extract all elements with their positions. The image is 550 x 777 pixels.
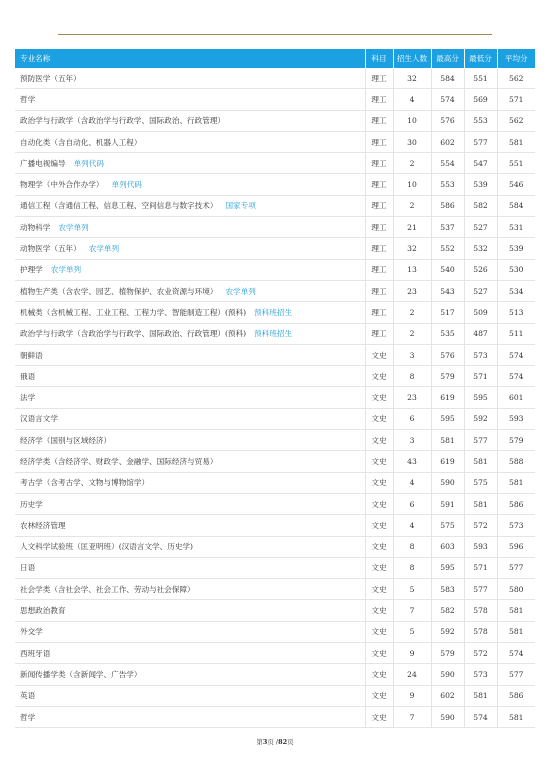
avg-score-cell: 571 [497, 89, 535, 110]
major-cell [15, 366, 365, 387]
major-name: 植物生产类（含农学、园艺、植物保护、农业资源与环境） [20, 286, 218, 296]
major-name: 新闻传播学类（含新闻学、广告学） [20, 669, 142, 679]
col-header-max-score: 最高分 [431, 49, 464, 68]
min-score-cell: 547 [464, 153, 497, 174]
col-header-min-score: 最低分 [464, 49, 497, 68]
subject-cell: 文史 [365, 600, 393, 621]
major-name: 护理学 [20, 265, 43, 275]
major-name: 政治学与行政学（含政治学与行政学、国际政治、行政管理） [20, 116, 226, 126]
table-row [15, 493, 535, 514]
enrollment-cell: 24 [393, 664, 431, 685]
avg-score-cell: 596 [497, 536, 535, 557]
min-score-cell: 527 [464, 217, 497, 238]
min-score-cell: 582 [464, 195, 497, 216]
avg-score-cell: 574 [497, 366, 535, 387]
major-cell [15, 387, 365, 408]
min-score-cell: 509 [464, 302, 497, 323]
max-score-cell: 590 [431, 706, 464, 727]
min-score-cell: 581 [464, 451, 497, 472]
enrollment-cell: 8 [393, 557, 431, 578]
major-name: 经济学（国别与区域经济） [20, 435, 112, 445]
subject-cell: 理工 [365, 110, 393, 131]
max-score-cell: 576 [431, 110, 464, 131]
min-score-cell: 571 [464, 557, 497, 578]
major-name: 外交学 [20, 627, 43, 637]
min-score-cell: 577 [464, 131, 497, 152]
enrollment-cell: 8 [393, 366, 431, 387]
avg-score-cell: 539 [497, 238, 535, 259]
subject-cell: 理工 [365, 217, 393, 238]
table-row [15, 302, 535, 323]
major-name: 汉语言文学 [20, 414, 58, 424]
page-footer [0, 737, 550, 746]
subject-cell: 文史 [365, 643, 393, 664]
table-row [15, 430, 535, 451]
enrollment-cell: 7 [393, 706, 431, 727]
max-score-cell: 579 [431, 366, 464, 387]
table-row [15, 536, 535, 557]
max-score-cell: 595 [431, 557, 464, 578]
subject-cell: 理工 [365, 302, 393, 323]
min-score-cell: 595 [464, 387, 497, 408]
max-score-cell: 603 [431, 536, 464, 557]
min-score-cell: 532 [464, 238, 497, 259]
major-cell [15, 451, 365, 472]
subject-cell: 文史 [365, 451, 393, 472]
min-score-cell: 574 [464, 706, 497, 727]
min-score-cell: 526 [464, 259, 497, 280]
major-cell [15, 323, 365, 344]
avg-score-cell: 581 [497, 600, 535, 621]
table-row [15, 472, 535, 493]
avg-score-cell: 586 [497, 493, 535, 514]
major-tag: 单列代码 [111, 180, 142, 190]
col-header-major: 专业名称 [15, 49, 365, 68]
avg-score-cell: 586 [497, 685, 535, 706]
table-row [15, 344, 535, 365]
major-cell [15, 472, 365, 493]
table-row [15, 259, 535, 280]
subject-cell: 文史 [365, 664, 393, 685]
avg-score-cell: 581 [497, 621, 535, 642]
enrollment-cell: 43 [393, 451, 431, 472]
major-name: 思想政治教育 [20, 606, 66, 616]
major-cell [15, 153, 365, 174]
major-tag: 农学单列 [58, 222, 89, 232]
max-score-cell: 619 [431, 451, 464, 472]
avg-score-cell: 581 [497, 472, 535, 493]
major-name: 自动化类（含自动化、机器人工程） [20, 137, 142, 147]
subject-cell: 理工 [365, 153, 393, 174]
table-row [15, 131, 535, 152]
major-name: 社会学类（含社会学、社会工作、劳动与社会保障） [20, 584, 195, 594]
subject-cell: 理工 [365, 238, 393, 259]
enrollment-cell: 4 [393, 89, 431, 110]
enrollment-cell: 2 [393, 195, 431, 216]
major-name: 历史学 [20, 499, 43, 509]
subject-cell: 文史 [365, 621, 393, 642]
major-name: 朝鲜语 [20, 350, 43, 360]
enrollment-cell: 32 [393, 68, 431, 89]
min-score-cell: 569 [464, 89, 497, 110]
table-row [15, 153, 535, 174]
major-name: 经济学类（含经济学、财政学、金融学、国际经济与贸易） [20, 456, 218, 466]
enrollment-cell: 2 [393, 153, 431, 174]
min-score-cell: 578 [464, 600, 497, 621]
table-row [15, 110, 535, 131]
min-score-cell: 577 [464, 430, 497, 451]
table-row [15, 238, 535, 259]
avg-score-cell: 588 [497, 451, 535, 472]
min-score-cell: 581 [464, 685, 497, 706]
min-score-cell: 573 [464, 344, 497, 365]
footer-suffix: 页 [287, 738, 294, 746]
table-header-row [15, 49, 535, 68]
enrollment-cell: 10 [393, 110, 431, 131]
major-cell [15, 174, 365, 195]
table-row [15, 408, 535, 429]
max-score-cell: 579 [431, 643, 464, 664]
min-score-cell: 539 [464, 174, 497, 195]
major-name: 动物医学（五年） [20, 244, 81, 254]
min-score-cell: 578 [464, 621, 497, 642]
enrollment-cell: 5 [393, 579, 431, 600]
table-row [15, 280, 535, 301]
max-score-cell: 517 [431, 302, 464, 323]
major-cell [15, 515, 365, 536]
major-name: 日语 [20, 563, 36, 573]
subject-cell: 文史 [365, 515, 393, 536]
major-name: 考古学（含考古学、文物与博物馆学） [20, 478, 150, 488]
table-row [15, 664, 535, 685]
table-row [15, 89, 535, 110]
avg-score-cell: 562 [497, 68, 535, 89]
max-score-cell: 554 [431, 153, 464, 174]
avg-score-cell: 573 [497, 515, 535, 536]
max-score-cell: 552 [431, 238, 464, 259]
major-name: 通信工程（含通信工程、信息工程、空间信息与数字技术） [20, 201, 218, 211]
table-row [15, 621, 535, 642]
footer-middle: 页 / [267, 738, 279, 746]
major-cell [15, 344, 365, 365]
table-row [15, 195, 535, 216]
table-row [15, 323, 535, 344]
col-header-subject: 科目 [365, 49, 393, 68]
major-tag: 预科班招生 [254, 329, 293, 339]
avg-score-cell: 581 [497, 706, 535, 727]
major-cell [15, 664, 365, 685]
avg-score-cell: 577 [497, 664, 535, 685]
min-score-cell: 593 [464, 536, 497, 557]
max-score-cell: 537 [431, 217, 464, 238]
avg-score-cell: 593 [497, 408, 535, 429]
max-score-cell: 574 [431, 89, 464, 110]
enrollment-cell: 5 [393, 621, 431, 642]
major-name: 人文科学试验班（匡亚明班）(汉语言文学、历史学) [20, 542, 193, 552]
avg-score-cell: 530 [497, 259, 535, 280]
subject-cell: 理工 [365, 89, 393, 110]
min-score-cell: 571 [464, 366, 497, 387]
subject-cell: 文史 [365, 344, 393, 365]
table-row [15, 217, 535, 238]
major-name: 机械类（含机械工程、工业工程、工程力学、智能制造工程）(预科) [20, 307, 247, 317]
enrollment-cell: 3 [393, 344, 431, 365]
table-row [15, 68, 535, 89]
major-tag: 农学单列 [225, 286, 256, 296]
major-cell [15, 557, 365, 578]
avg-score-cell: 534 [497, 280, 535, 301]
subject-cell: 文史 [365, 685, 393, 706]
table-row [15, 600, 535, 621]
major-cell [15, 89, 365, 110]
max-score-cell: 583 [431, 579, 464, 600]
subject-cell: 文史 [365, 408, 393, 429]
subject-cell: 文史 [365, 557, 393, 578]
major-cell [15, 430, 365, 451]
major-cell [15, 408, 365, 429]
max-score-cell: 591 [431, 493, 464, 514]
max-score-cell: 540 [431, 259, 464, 280]
major-cell [15, 131, 365, 152]
enrollment-cell: 23 [393, 280, 431, 301]
enrollment-cell: 32 [393, 238, 431, 259]
major-cell [15, 280, 365, 301]
max-score-cell: 553 [431, 174, 464, 195]
max-score-cell: 592 [431, 621, 464, 642]
col-header-enrollment: 招生人数 [393, 49, 431, 68]
table-row [15, 451, 535, 472]
major-tag: 单列代码 [73, 158, 104, 168]
major-name: 预防医学（五年） [20, 73, 81, 83]
major-name: 法学 [20, 393, 36, 403]
min-score-cell: 573 [464, 664, 497, 685]
subject-cell: 文史 [365, 493, 393, 514]
enrollment-cell: 4 [393, 472, 431, 493]
enrollment-cell: 2 [393, 302, 431, 323]
major-name: 物理学（中外合作办学） [20, 180, 104, 190]
avg-score-cell: 601 [497, 387, 535, 408]
subject-cell: 文史 [365, 536, 393, 557]
avg-score-cell: 511 [497, 323, 535, 344]
major-cell [15, 685, 365, 706]
subject-cell: 理工 [365, 68, 393, 89]
current-page-number: 3 [262, 738, 268, 746]
table-body [15, 68, 535, 728]
table-row [15, 387, 535, 408]
major-tag: 农学单列 [50, 265, 82, 275]
subject-cell: 理工 [365, 131, 393, 152]
subject-cell: 文史 [365, 387, 393, 408]
enrollment-cell: 10 [393, 174, 431, 195]
min-score-cell: 572 [464, 515, 497, 536]
subject-cell: 理工 [365, 323, 393, 344]
avg-score-cell: 531 [497, 217, 535, 238]
table-row [15, 515, 535, 536]
major-tag: 预科班招生 [254, 307, 293, 317]
min-score-cell: 575 [464, 472, 497, 493]
major-cell [15, 110, 365, 131]
major-cell [15, 302, 365, 323]
min-score-cell: 581 [464, 493, 497, 514]
enrollment-cell: 6 [393, 408, 431, 429]
avg-score-cell: 513 [497, 302, 535, 323]
table-row [15, 557, 535, 578]
major-cell [15, 579, 365, 600]
major-name: 西班牙语 [20, 648, 51, 658]
subject-cell: 文史 [365, 579, 393, 600]
enrollment-cell: 6 [393, 493, 431, 514]
major-cell [15, 238, 365, 259]
enrollment-cell: 13 [393, 259, 431, 280]
max-score-cell: 543 [431, 280, 464, 301]
col-header-avg-score: 平均分 [497, 49, 535, 68]
subject-cell: 理工 [365, 174, 393, 195]
major-cell [15, 643, 365, 664]
max-score-cell: 602 [431, 131, 464, 152]
min-score-cell: 527 [464, 280, 497, 301]
major-name: 俄语 [20, 371, 36, 381]
major-tag: 国家专项 [225, 201, 256, 211]
max-score-cell: 582 [431, 600, 464, 621]
max-score-cell: 581 [431, 430, 464, 451]
subject-cell: 文史 [365, 472, 393, 493]
max-score-cell: 586 [431, 195, 464, 216]
major-tag: 农学单列 [88, 244, 120, 254]
avg-score-cell: 577 [497, 557, 535, 578]
max-score-cell: 584 [431, 68, 464, 89]
avg-score-cell: 546 [497, 174, 535, 195]
enrollment-cell: 7 [393, 600, 431, 621]
header-rule [58, 34, 492, 35]
min-score-cell: 487 [464, 323, 497, 344]
major-cell [15, 217, 365, 238]
min-score-cell: 572 [464, 643, 497, 664]
avg-score-cell: 581 [497, 131, 535, 152]
major-cell [15, 536, 365, 557]
max-score-cell: 575 [431, 515, 464, 536]
max-score-cell: 602 [431, 685, 464, 706]
table-row [15, 706, 535, 727]
enrollment-cell: 21 [393, 217, 431, 238]
max-score-cell: 590 [431, 472, 464, 493]
major-cell [15, 68, 365, 89]
subject-cell: 理工 [365, 280, 393, 301]
major-cell [15, 493, 365, 514]
major-name: 广播电视编导 [20, 158, 66, 168]
avg-score-cell: 574 [497, 643, 535, 664]
subject-cell: 理工 [365, 195, 393, 216]
enrollment-cell: 30 [393, 131, 431, 152]
total-pages-number: 82 [278, 738, 288, 746]
major-name: 动物科学 [20, 222, 51, 232]
enrollment-cell: 4 [393, 515, 431, 536]
major-cell [15, 621, 365, 642]
avg-score-cell: 580 [497, 579, 535, 600]
admission-scores-table [15, 49, 535, 728]
table-row [15, 685, 535, 706]
subject-cell: 文史 [365, 366, 393, 387]
min-score-cell: 551 [464, 68, 497, 89]
avg-score-cell: 574 [497, 344, 535, 365]
avg-score-cell: 562 [497, 110, 535, 131]
max-score-cell: 535 [431, 323, 464, 344]
avg-score-cell: 579 [497, 430, 535, 451]
major-name: 英语 [20, 691, 36, 701]
enrollment-cell: 3 [393, 430, 431, 451]
enrollment-cell: 8 [393, 536, 431, 557]
min-score-cell: 553 [464, 110, 497, 131]
subject-cell: 文史 [365, 706, 393, 727]
enrollment-cell: 2 [393, 323, 431, 344]
avg-score-cell: 584 [497, 195, 535, 216]
major-name: 政治学与行政学（含政治学与行政学、国际政治、行政管理）(预科) [20, 329, 247, 339]
major-name: 哲学 [20, 712, 36, 722]
major-cell [15, 195, 365, 216]
major-name: 农林经济管理 [20, 520, 66, 530]
subject-cell: 理工 [365, 259, 393, 280]
major-cell [15, 259, 365, 280]
major-name: 哲学 [20, 94, 36, 104]
subject-cell: 文史 [365, 430, 393, 451]
enrollment-cell: 9 [393, 643, 431, 664]
enrollment-cell: 9 [393, 685, 431, 706]
max-score-cell: 595 [431, 408, 464, 429]
max-score-cell: 590 [431, 664, 464, 685]
min-score-cell: 592 [464, 408, 497, 429]
max-score-cell: 619 [431, 387, 464, 408]
table-row [15, 579, 535, 600]
avg-score-cell: 551 [497, 153, 535, 174]
footer-prefix: 第 [256, 738, 263, 746]
min-score-cell: 577 [464, 579, 497, 600]
table-row [15, 366, 535, 387]
enrollment-cell: 23 [393, 387, 431, 408]
major-cell [15, 706, 365, 727]
major-cell [15, 600, 365, 621]
max-score-cell: 576 [431, 344, 464, 365]
table-row [15, 174, 535, 195]
table-row [15, 643, 535, 664]
